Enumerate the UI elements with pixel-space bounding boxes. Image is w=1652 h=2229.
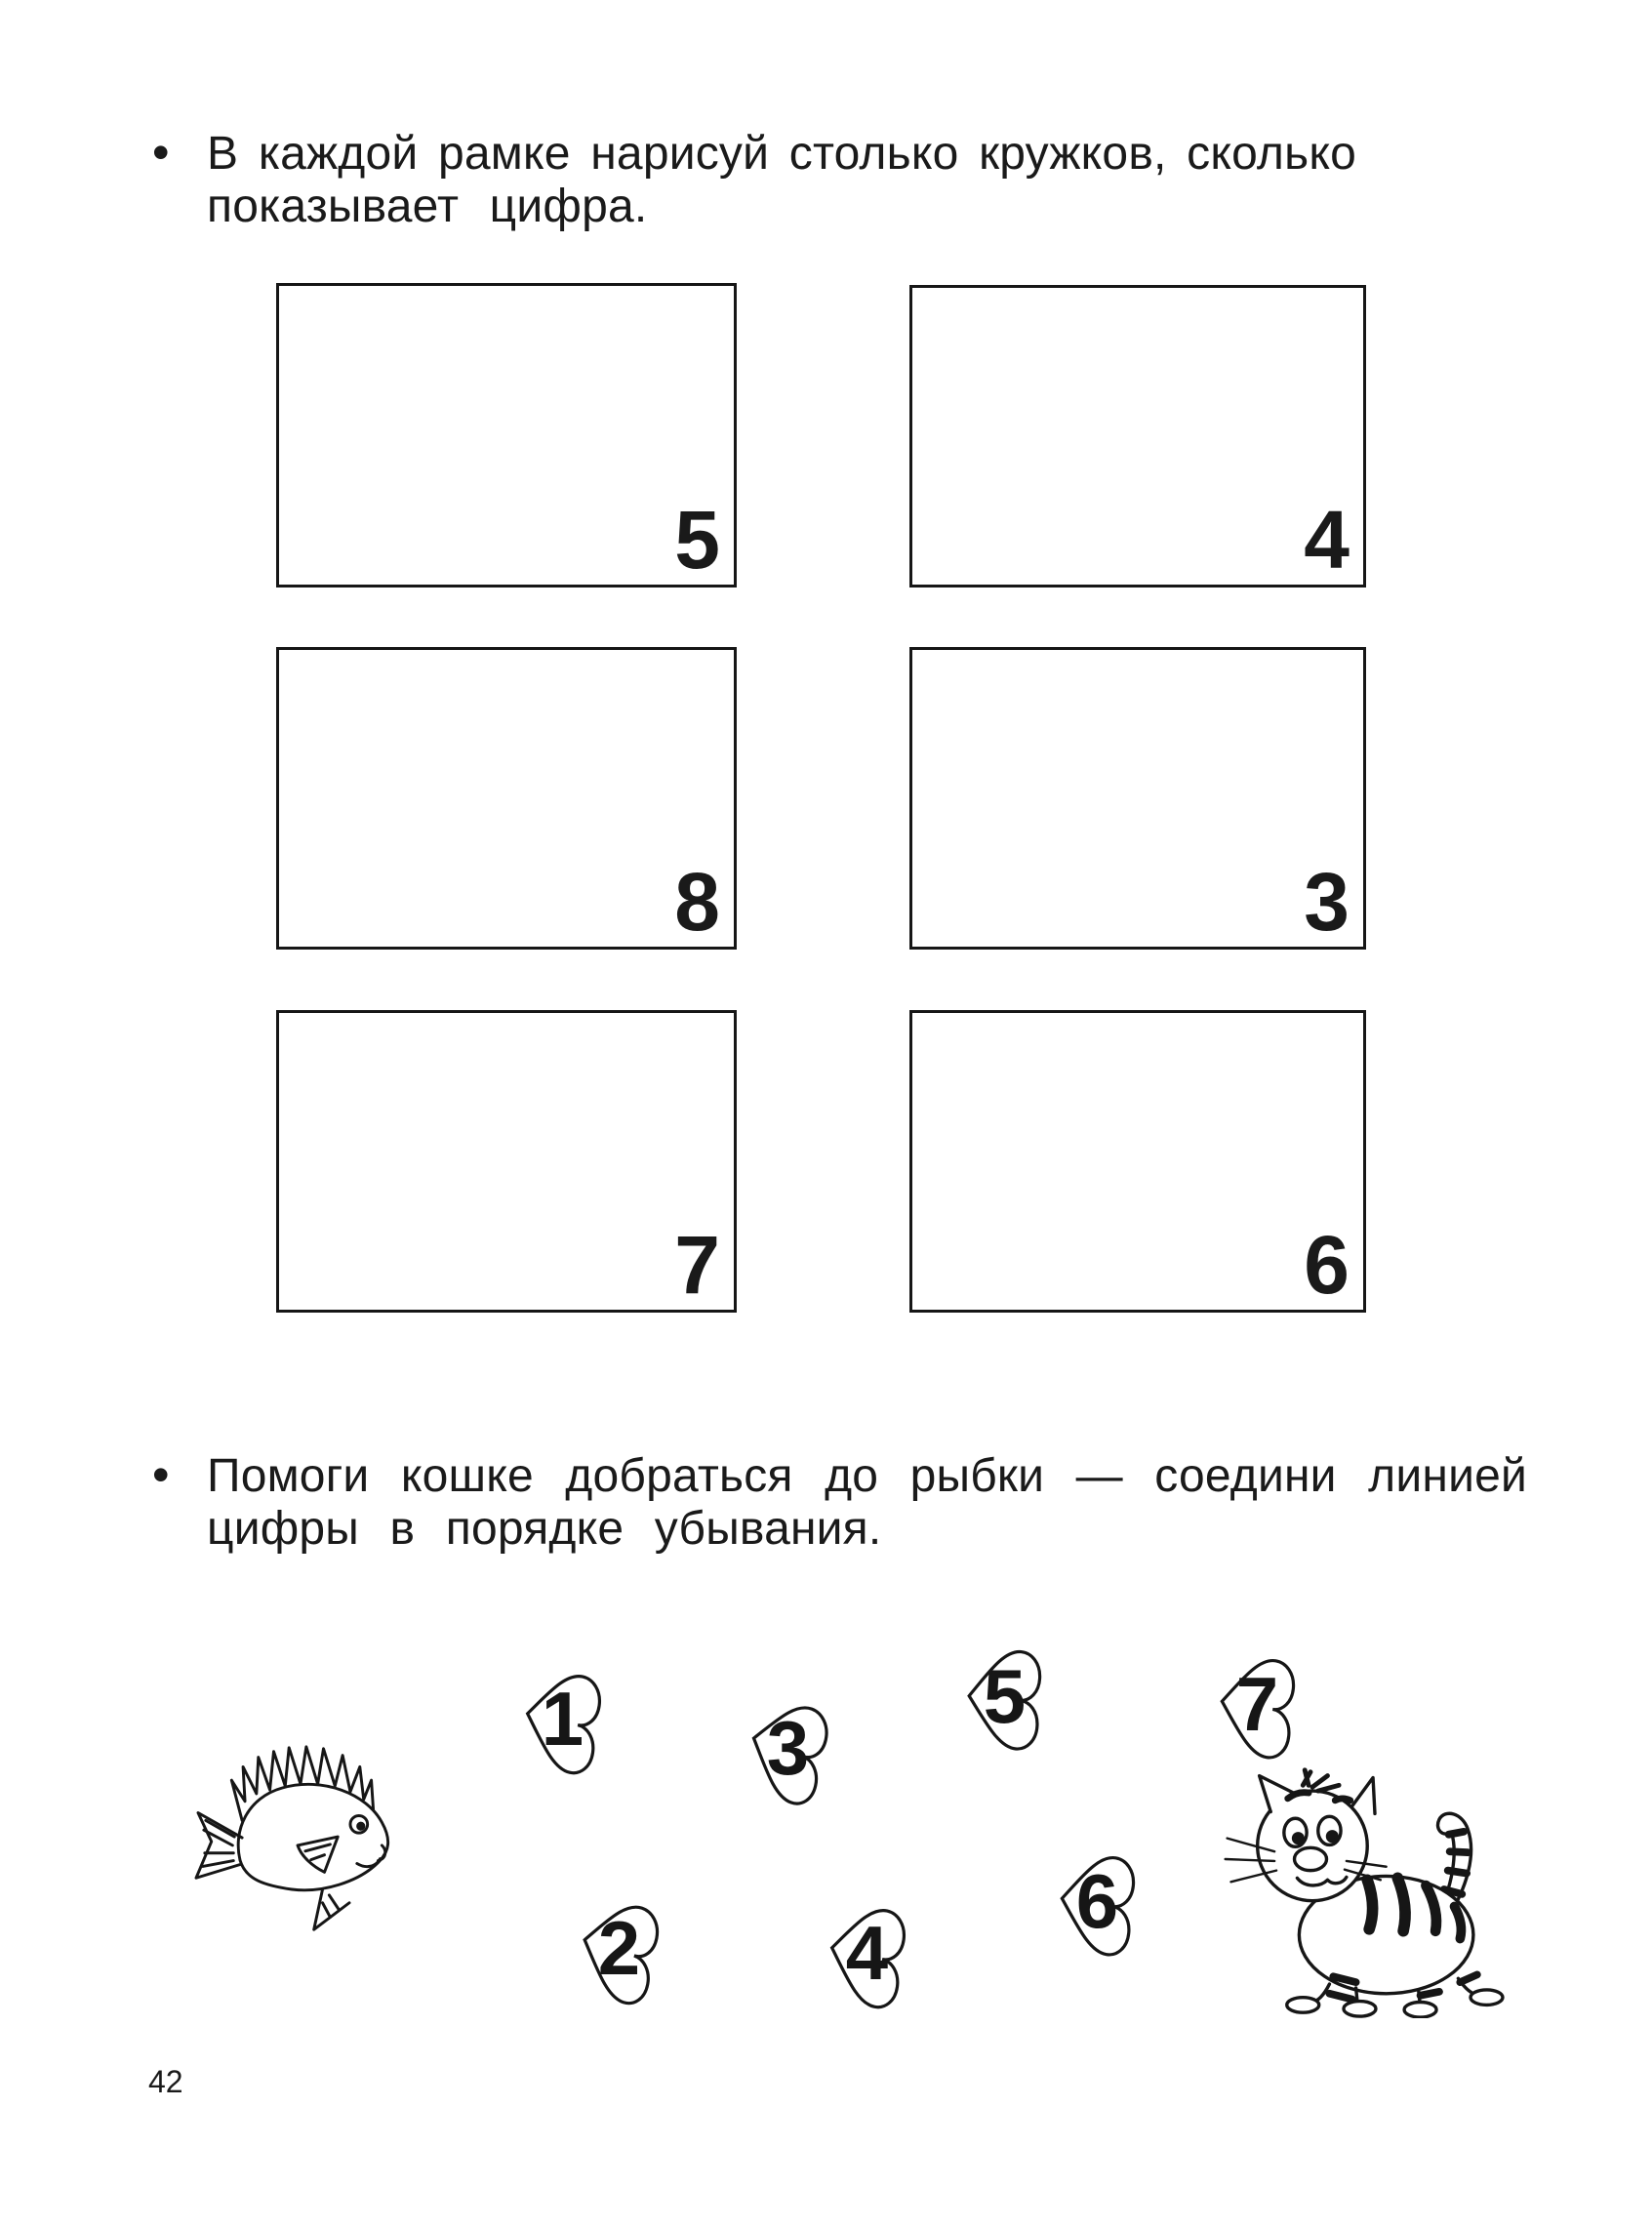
heart-digit: 7 [1235,1660,1279,1747]
heart-digit: 3 [766,1704,810,1791]
task2-instruction-line1: Помоги кошке добраться до рыбки — соедини линией [207,1450,1527,1502]
frame-digit: 4 [1304,494,1350,586]
heart-digit: 2 [597,1904,641,1991]
frame-digit: 8 [674,856,720,948]
number-heart [742,1691,834,1810]
fish-icon [179,1738,419,1941]
fish-anal-fin [314,1889,349,1929]
bullet-icon: • [152,125,170,180]
number-heart [573,1891,665,2010]
answer-frame [276,1010,737,1313]
connect-the-numbers-scene [0,1591,1652,2098]
task1-instruction-line1: В каждой рамке нарисуй столько кружков, сколько [207,128,1356,180]
task1-instruction [207,128,1356,233]
number-heart [1051,1844,1144,1964]
answer-frame [909,647,1366,950]
frame-digit: 6 [1304,1219,1350,1311]
task2-instruction [207,1450,1527,1556]
answer-frame [909,285,1366,588]
frame-digit: 3 [1304,856,1350,948]
heart-digit: 1 [541,1675,584,1762]
frame-digit: 5 [674,494,720,586]
cat-icon [1222,1763,1528,2018]
heart-digit: 6 [1075,1857,1119,1944]
number-heart [958,1640,1051,1759]
answer-frame [276,283,737,588]
fish-tail [196,1813,242,1879]
number-heart [821,1896,913,2015]
page-number: 42 [148,2064,183,2099]
cat-ear-right [1352,1778,1375,1814]
fish-body [238,1784,387,1889]
answer-frame [909,1010,1366,1313]
heart-digit: 5 [983,1652,1027,1739]
number-heart [1211,1647,1304,1766]
bullet-icon: • [152,1447,170,1502]
task2-instruction-line2: цифры в порядке убывания. [207,1503,882,1555]
heart-digit: 4 [845,1909,889,1996]
task1-instruction-line2: показывает цифра. [207,181,648,232]
number-heart [516,1662,609,1781]
answer-frame [276,647,737,950]
frame-digit: 7 [674,1219,720,1311]
